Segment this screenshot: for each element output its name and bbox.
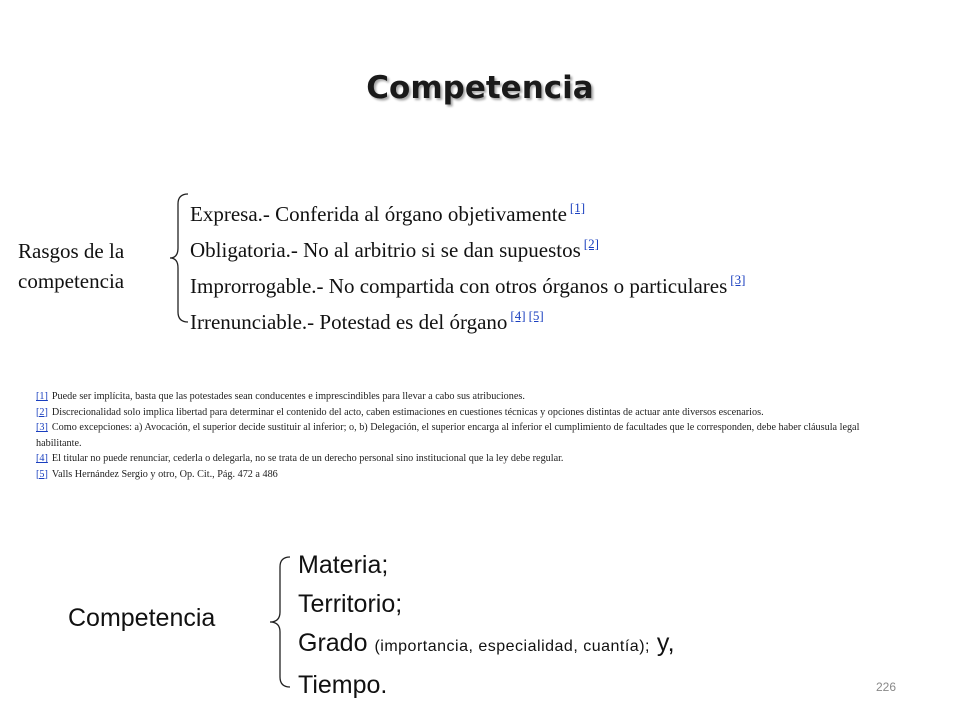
footnote-ref-4[interactable]: [4] <box>510 308 526 323</box>
competencia-item-grado <box>298 624 675 666</box>
page-number: 226 <box>876 680 897 694</box>
footnote-ref-1[interactable]: [1] <box>569 200 586 215</box>
footnote-text: Valls Hernández Sergio y otro, Op. Cit., Pág. 472 a 486 <box>51 468 278 480</box>
footnote-number[interactable]: [2] <box>36 406 48 418</box>
footnote-number[interactable]: [1] <box>36 391 48 402</box>
footnote-number[interactable]: [3] <box>36 422 48 433</box>
footnote-number[interactable]: [4] <box>36 453 48 464</box>
footnote-text: Discrecionalidad solo implica libertad para determinar el contenido del acto, caben estimaciones en cuestiones técnicas y opciones distintas de actuar ante diversos escenarios. <box>51 406 764 418</box>
footnote-text: Como excepciones: a) Avocación, el superior decide sustituir al inferior; o, b) Delegación, el superior encarga al inferior el cumplimiento de facultades que le corresponden, debe haber cláusula legal habilitante. <box>36 422 860 449</box>
rasgos-list <box>190 193 745 337</box>
footnote-ref-3[interactable]: [3] <box>730 272 746 287</box>
competencia-list <box>298 546 675 705</box>
rasgo-item <box>190 229 745 265</box>
footnote <box>36 405 906 421</box>
rasgo-text: Improrrogable.- No compartida con otros órganos o particulares <box>190 274 728 298</box>
footnotes <box>36 389 906 482</box>
rasgos-label: Rasgos de la competencia <box>18 239 125 293</box>
rasgo-item <box>190 301 745 337</box>
rasgo-text: Expresa.- Conferida al órgano objetivamente <box>190 202 567 226</box>
competencia-item-materia: Materia; <box>298 551 389 579</box>
rasgo-item <box>190 193 745 229</box>
rasgo-item <box>190 265 745 301</box>
footnote <box>36 467 906 483</box>
footnote-ref-2[interactable]: [2] <box>583 236 599 251</box>
rasgo-text: Irrenunciable.- Potestad es del órgano <box>190 310 508 334</box>
competencia-label: Competencia <box>68 604 216 632</box>
footnote-text: El titular no puede renunciar, cederla o delegarla, no se trata de un derecho personal sino institucional que la ley debe regular. <box>51 453 564 464</box>
footnote-text: Puede ser implícita, basta que las potestades sean conducentes e imprescindibles para llevar a cabo sus atribuciones. <box>51 391 525 402</box>
grado-label: Grado <box>298 629 368 657</box>
grado-note: (importancia, especialidad, cuantía); <box>374 638 650 655</box>
grado-tail: y, <box>656 629 675 657</box>
competencia-item-territorio: Territorio; <box>298 590 403 618</box>
footnote-number[interactable]: [5] <box>36 468 48 480</box>
competencia-item-tiempo: Tiempo. <box>298 671 388 699</box>
rasgos-brace <box>168 192 190 324</box>
footnote <box>36 420 906 451</box>
rasgo-text: Obligatoria.- No al arbitrio si se dan supuestos <box>190 238 581 262</box>
slide-title: Competencia <box>366 70 594 106</box>
footnote-ref-5[interactable]: [5] <box>528 308 544 323</box>
competencia-brace <box>268 555 292 689</box>
footnote <box>36 451 906 467</box>
footnote <box>36 389 906 405</box>
